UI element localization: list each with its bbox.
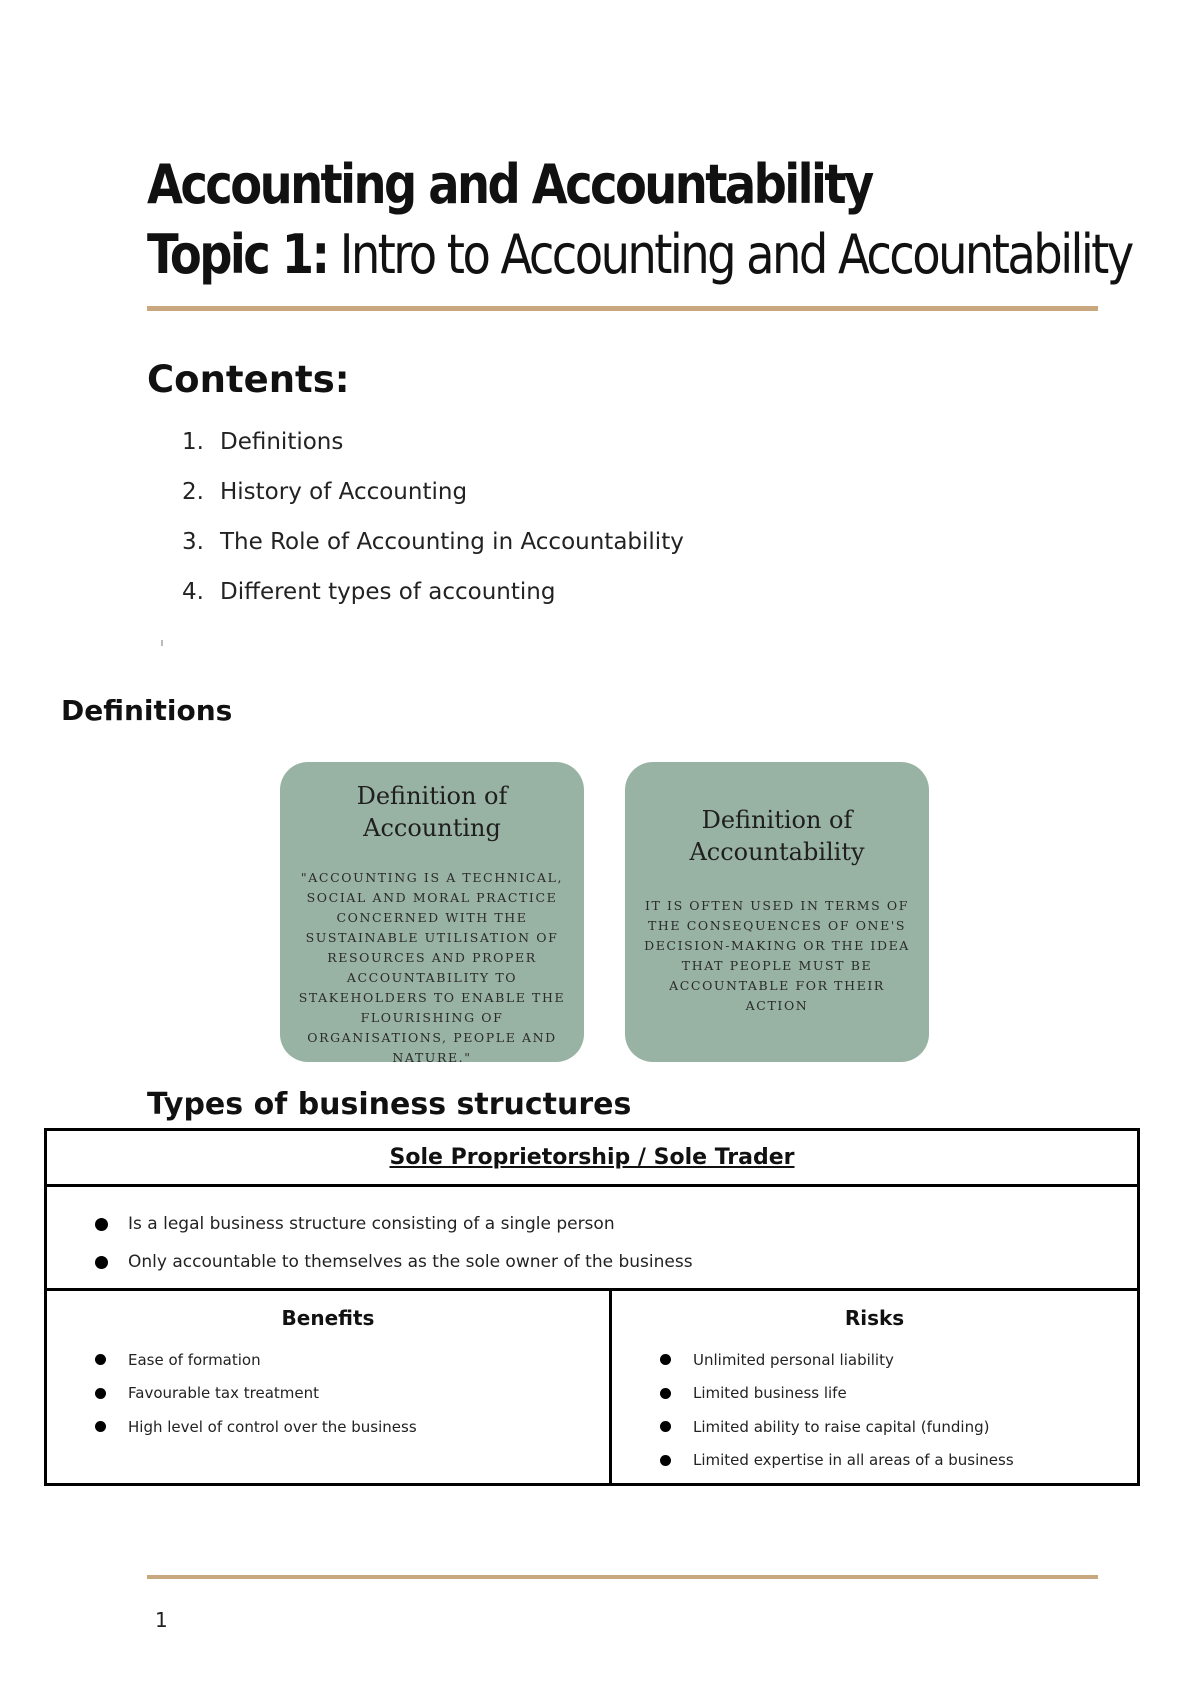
bullet-icon [95,1421,106,1432]
card-body: "ACCOUNTING IS A TECHNICAL, SOCIAL AND MORAL PRACTICE CONCERNED WITH THE SUSTAINABLE UTILISATION OF RESOURCES AND PROPER ACCOUNTABILITY TO STAKEHOLDERS TO ENABLE THE FLOURISHING OF ORGANISATIONS, PEOPLE AND NATURE." [298,870,566,1065]
contents-item-number: 1. [182,429,204,455]
risks-column [612,1291,1137,1483]
bullet-icon [95,1218,108,1231]
business-structure-table [44,1128,1140,1486]
bullet-icon [660,1421,671,1432]
list-item-text: Unlimited personal liability [693,1350,894,1369]
contents-item-label: History of Accounting [220,479,468,505]
contents-item-number: 3. [182,529,204,555]
card-title: Definition of Accountability [689,806,865,866]
list-item-text: Limited ability to raise capital (funding) [693,1417,990,1436]
list-item [660,1343,1137,1377]
list-item-text: Ease of formation [128,1350,261,1369]
contents-item-label: Different types of accounting [220,579,556,605]
page-number: 1 [155,1608,168,1632]
title-divider [147,306,1098,311]
definitions-heading: Definitions [61,694,233,727]
list-item [95,1343,609,1377]
list-item-text: Limited expertise in all areas of a business [693,1451,1014,1470]
stray-mark [161,640,163,646]
list-item [95,1205,1137,1243]
contents-item [182,474,684,524]
list-item [95,1410,609,1444]
benefits-list [95,1343,609,1444]
description-list [95,1205,1137,1281]
list-item [95,1243,1137,1281]
list-item [660,1410,1137,1444]
card-body: IT IS OFTEN USED IN TERMS OF THE CONSEQUENCES OF ONE'S DECISION-MAKING OR THE IDEA THAT PEOPLE MUST BE ACCOUNTABLE FOR THEIR ACTION [644,898,910,1013]
list-item [95,1377,609,1411]
structure-name: Sole Proprietorship / Sole Trader [47,1131,1137,1187]
list-item-text: Is a legal business structure consisting of a single person [128,1214,615,1234]
topic-prefix: Topic 1: [147,223,328,286]
bullet-icon [660,1455,671,1466]
list-item [660,1377,1137,1411]
definition-card-accounting [280,762,584,1065]
contents-item-number: 4. [182,579,204,605]
contents-item-label: Definitions [220,429,344,455]
list-item-text: Only accountable to themselves as the sole owner of the business [128,1252,693,1272]
contents-item-label: The Role of Accounting in Accountability [220,529,684,555]
bullet-icon [95,1388,106,1399]
topic-name: Intro to Accounting and Accountability [339,223,1132,286]
definition-card-accountability [625,762,929,1062]
topic-title [147,220,1132,290]
list-item [660,1444,1137,1478]
benefits-heading: Benefits [281,1306,375,1330]
bullet-icon [95,1354,106,1365]
list-item-text: Favourable tax treatment [128,1384,320,1403]
bullet-icon [660,1354,671,1365]
contents-item [182,524,684,574]
structure-description [47,1187,1137,1291]
document-title [147,150,1132,290]
risks-heading: Risks [844,1306,905,1330]
course-title: Accounting and Accountability [147,153,872,216]
card-title: Definition of Accounting [356,782,508,842]
footer-divider [147,1575,1098,1579]
list-item-text: Limited business life [693,1384,847,1403]
contents-item [182,424,684,474]
list-item-text: High level of control over the business [128,1417,417,1436]
contents-list [182,424,684,624]
business-structures-heading: Types of business structures [147,1087,632,1122]
bullet-icon [660,1388,671,1399]
contents-heading: Contents: [147,358,350,401]
benefits-risks-row [47,1291,1137,1483]
benefits-column [47,1291,612,1483]
contents-item [182,574,684,624]
bullet-icon [95,1256,108,1269]
risks-list [660,1343,1137,1477]
contents-item-number: 2. [182,479,204,505]
